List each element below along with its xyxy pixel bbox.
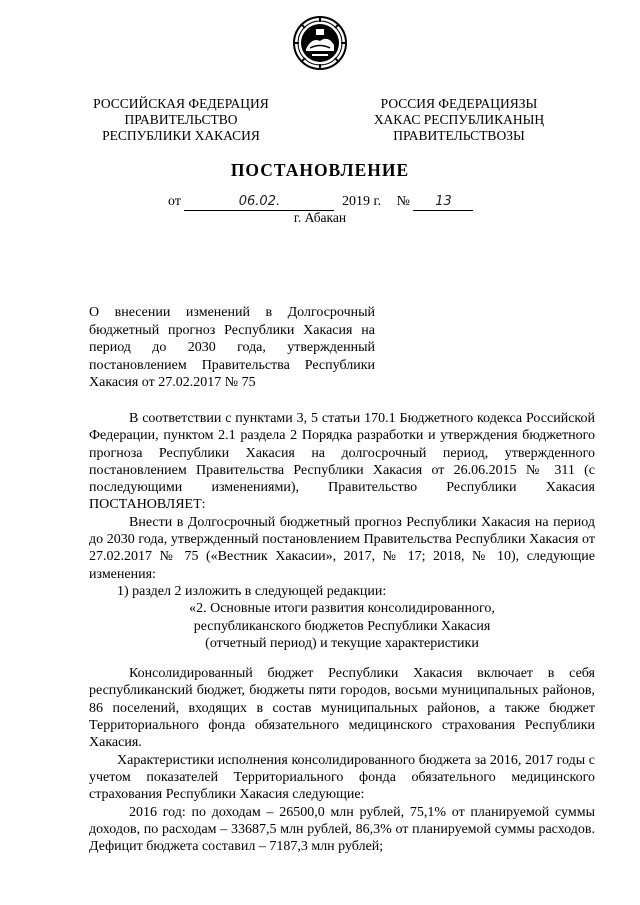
section-heading-line: (отчетный период) и текущие характеристики <box>205 635 479 651</box>
body-paragraph: Характеристики исполнения консолидированного бюджета за 2016, 2017 годы с учетом показателей Территориального фонда обязательного медицинского страхования Республики Хакасия следующие: <box>89 752 595 803</box>
header-left-line: ПРАВИТЕЛЬСТВО <box>124 112 238 127</box>
header-right-line: РОССИЯ ФЕДЕРАЦИЯЗЫ <box>380 96 538 111</box>
document-body <box>89 410 595 855</box>
number-label: № <box>396 194 410 209</box>
header-left-block <box>86 96 276 144</box>
year-label: 2019 г. <box>341 194 382 209</box>
body-paragraph: 1) раздел 2 изложить в следующей редакции: <box>117 583 387 599</box>
section-heading-line: республиканского бюджетов Республики Хакасия <box>193 618 491 634</box>
document-title: ПОСТАНОВЛЕНИЕ <box>230 160 410 180</box>
date-from-label: от <box>168 194 181 209</box>
body-paragraph: В соответствии с пунктами 3, 5 статьи 170.1 Бюджетного кодекса Российской Федерации, пунктом 2.1 раздела 2 Порядка разработки и утверждения бюджетного прогноза Республики Хакасия на долгосрочный период, утвержденного постановлением Правительства Республики Хакасия от 26.06.2015 № 311 (с последующими изменениями), Правительство Республики Хакасия ПОСТАНОВЛЯЕТ: <box>89 411 595 513</box>
header-right-line: ПРАВИТЕЛЬСТВОЗЫ <box>393 128 525 143</box>
section-heading-line: «2. Основные итоги развития консолидированного, <box>189 601 495 617</box>
date-handwritten: 06.02. <box>184 195 334 211</box>
coat-of-arms-emblem <box>292 15 348 71</box>
document-subject: О внесении изменений в Долгосрочный бюджетный прогноз Республики Хакасия на период до 2030 года, утвержденный постановлением Правительства Республики Хакасия от 27.02.2017 № 75 <box>89 305 375 390</box>
header-right-block <box>364 96 554 144</box>
city-label: г. Абакан <box>293 210 347 225</box>
body-paragraph: 2016 год: по доходам – 26500,0 млн рублей, 75,1% от планируемой суммы доходов, по расходам – 33687,5 млн рублей, 86,3% от планируемой суммы расходов. Дефицит бюджета составил – 7187,3 млн рублей; <box>89 804 595 855</box>
body-paragraph: Консолидированный бюджет Республики Хакасия включает в себя республиканский бюджет, бюджеты пяти городов, восьми муниципальных районов, 86 поселений, входящих в состав муниципальных районов, а также бюджет Территориального фонда обязательного медицинского страхования Республики Хакасия. <box>89 666 595 751</box>
header-left-line: РЕСПУБЛИКИ ХАКАСИЯ <box>102 128 260 143</box>
date-number-line <box>168 194 473 211</box>
header-left-line: РОССИЙСКАЯ ФЕДЕРАЦИЯ <box>93 96 269 111</box>
body-paragraph: Внести в Долгосрочный бюджетный прогноз Республики Хакасия на период до 2030 года, утвержденный постановлением Правительства Республики Хакасия от 27.02.2017 № 75 («Вестник Хакасии», 2017, № 17; 2018, № 10), следующие изменения: <box>89 514 595 582</box>
number-handwritten: 13 <box>413 195 473 211</box>
header-right-line: ХАКАС РЕСПУБЛИКАНЫҢ <box>373 112 545 127</box>
